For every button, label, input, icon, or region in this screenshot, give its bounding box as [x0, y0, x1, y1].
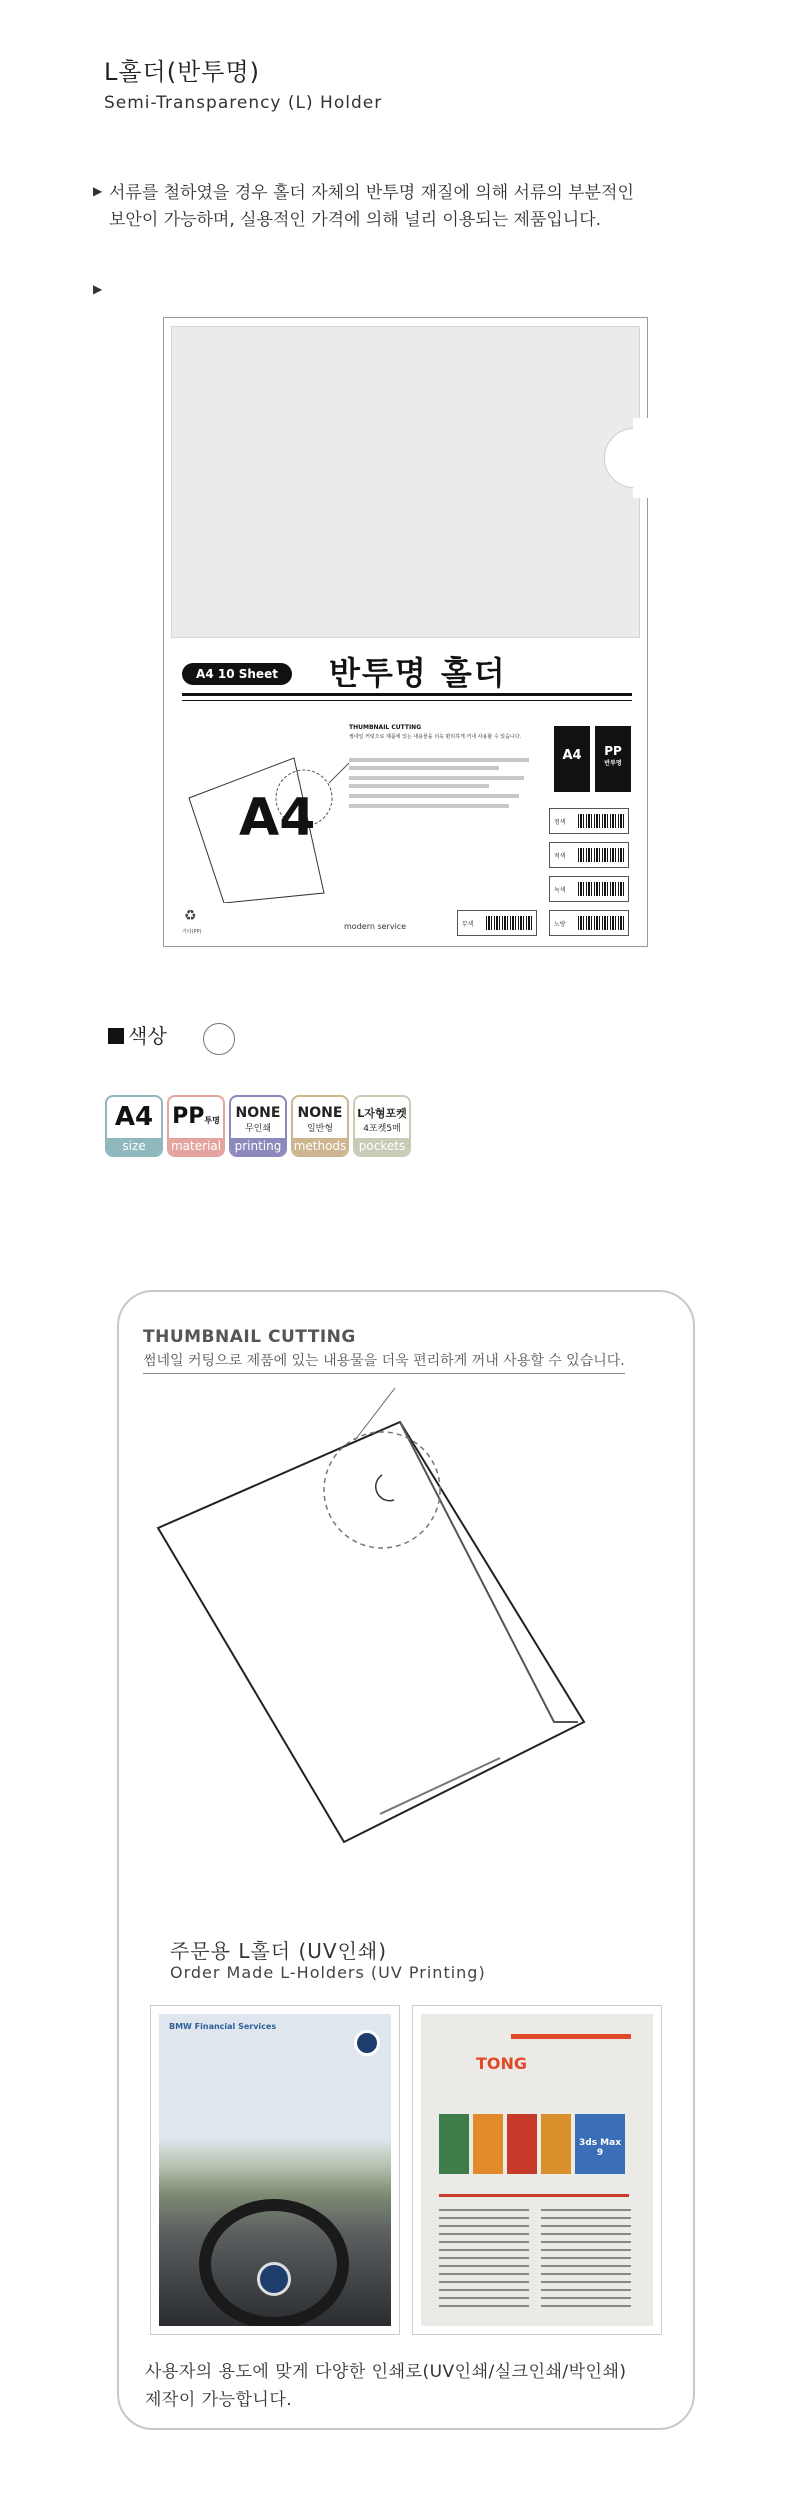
recycle-icon: ♻: [184, 908, 197, 924]
badge-methods: NONE 일반형 methods: [291, 1095, 349, 1157]
barcode-clear: 무색: [457, 910, 537, 936]
barcode-yellow: 노랑: [549, 910, 629, 936]
material-tag: PP 반투명: [595, 726, 631, 792]
thumbnail-cutting-desc: 썸네일 커팅으로 제품에 있는 내용물을 더욱 편리하게 꺼내 사용할 수 있습니다.: [143, 1350, 625, 1374]
printed-holder-photo-bmw: [150, 2005, 400, 2335]
page-subtitle: Semi-Transparency (L) Holder: [104, 93, 383, 113]
holder-illustration-large: [150, 1360, 590, 1860]
bullet-icon: ▶: [93, 184, 103, 198]
barcode-blue: 청색: [549, 808, 629, 834]
printed-holder-photo-tong: [412, 2005, 662, 2335]
package-size-label: A4: [239, 788, 316, 848]
barcode-green: 녹색: [549, 876, 629, 902]
package-product-name: 반투명 홀더: [329, 654, 507, 692]
color-swatch-clear[interactable]: [203, 1023, 235, 1055]
order-made-title: 주문용 L홀더 (UV인쇄): [170, 1939, 388, 1963]
package-thumbnail-title: THUMBNAIL CUTTING: [349, 724, 422, 731]
barcode-red: 적색: [549, 842, 629, 868]
bullet-icon: ▶: [93, 282, 103, 296]
product-package-image: [163, 317, 648, 947]
holder-sheet-preview: [171, 326, 640, 638]
sheet-count-tag: A4 10 Sheet: [182, 663, 292, 685]
product-description: [109, 180, 709, 234]
order-made-subtitle: Order Made L-Holders (UV Printing): [170, 1963, 486, 1982]
badge-pockets: L자형포켓 4포켓5매 pockets: [353, 1095, 411, 1157]
description-line-1: 서류를 철하였을 경우 홀더 자체의 반투명 재질에 의해 서류의 부분적인: [109, 183, 634, 203]
square-bullet-icon: [108, 1028, 124, 1044]
description-line-2: 보안이 가능하며, 실용적인 가격에 의해 널리 이용되는 제품입니다.: [109, 210, 602, 230]
badge-material: PP투명 material: [167, 1095, 225, 1157]
size-tag: A4: [554, 726, 590, 792]
brand-logo: modern service: [344, 922, 407, 931]
bmw-logo-icon: [354, 2030, 380, 2056]
printing-options-text: 사용자의 용도에 맞게 다양한 인쇄로(UV인쇄/실크인쇄/박인쇄) 제작이 가능합니다.: [145, 2362, 627, 2410]
badge-size: A4 size: [105, 1095, 163, 1157]
tong-logo: TONG: [476, 2054, 528, 2073]
thumbnail-cutting-title: THUMBNAIL CUTTING: [143, 1327, 356, 1347]
recycle-label: 기타(PP): [182, 929, 202, 935]
color-section-label: 색상: [108, 1020, 167, 1049]
page-title: L홀더(반투명): [104, 58, 261, 86]
bmw-brand-label: BMW Financial Services: [169, 2022, 277, 2031]
product-box-3dsmax: 3ds Max 9: [575, 2114, 625, 2174]
package-thumbnail-desc: 썸네일 커팅으로 제품에 있는 내용물을 더욱 편리하게 꺼내 사용할 수 있습니다.: [349, 734, 522, 740]
badge-printing: NONE 무인쇄 printing: [229, 1095, 287, 1157]
